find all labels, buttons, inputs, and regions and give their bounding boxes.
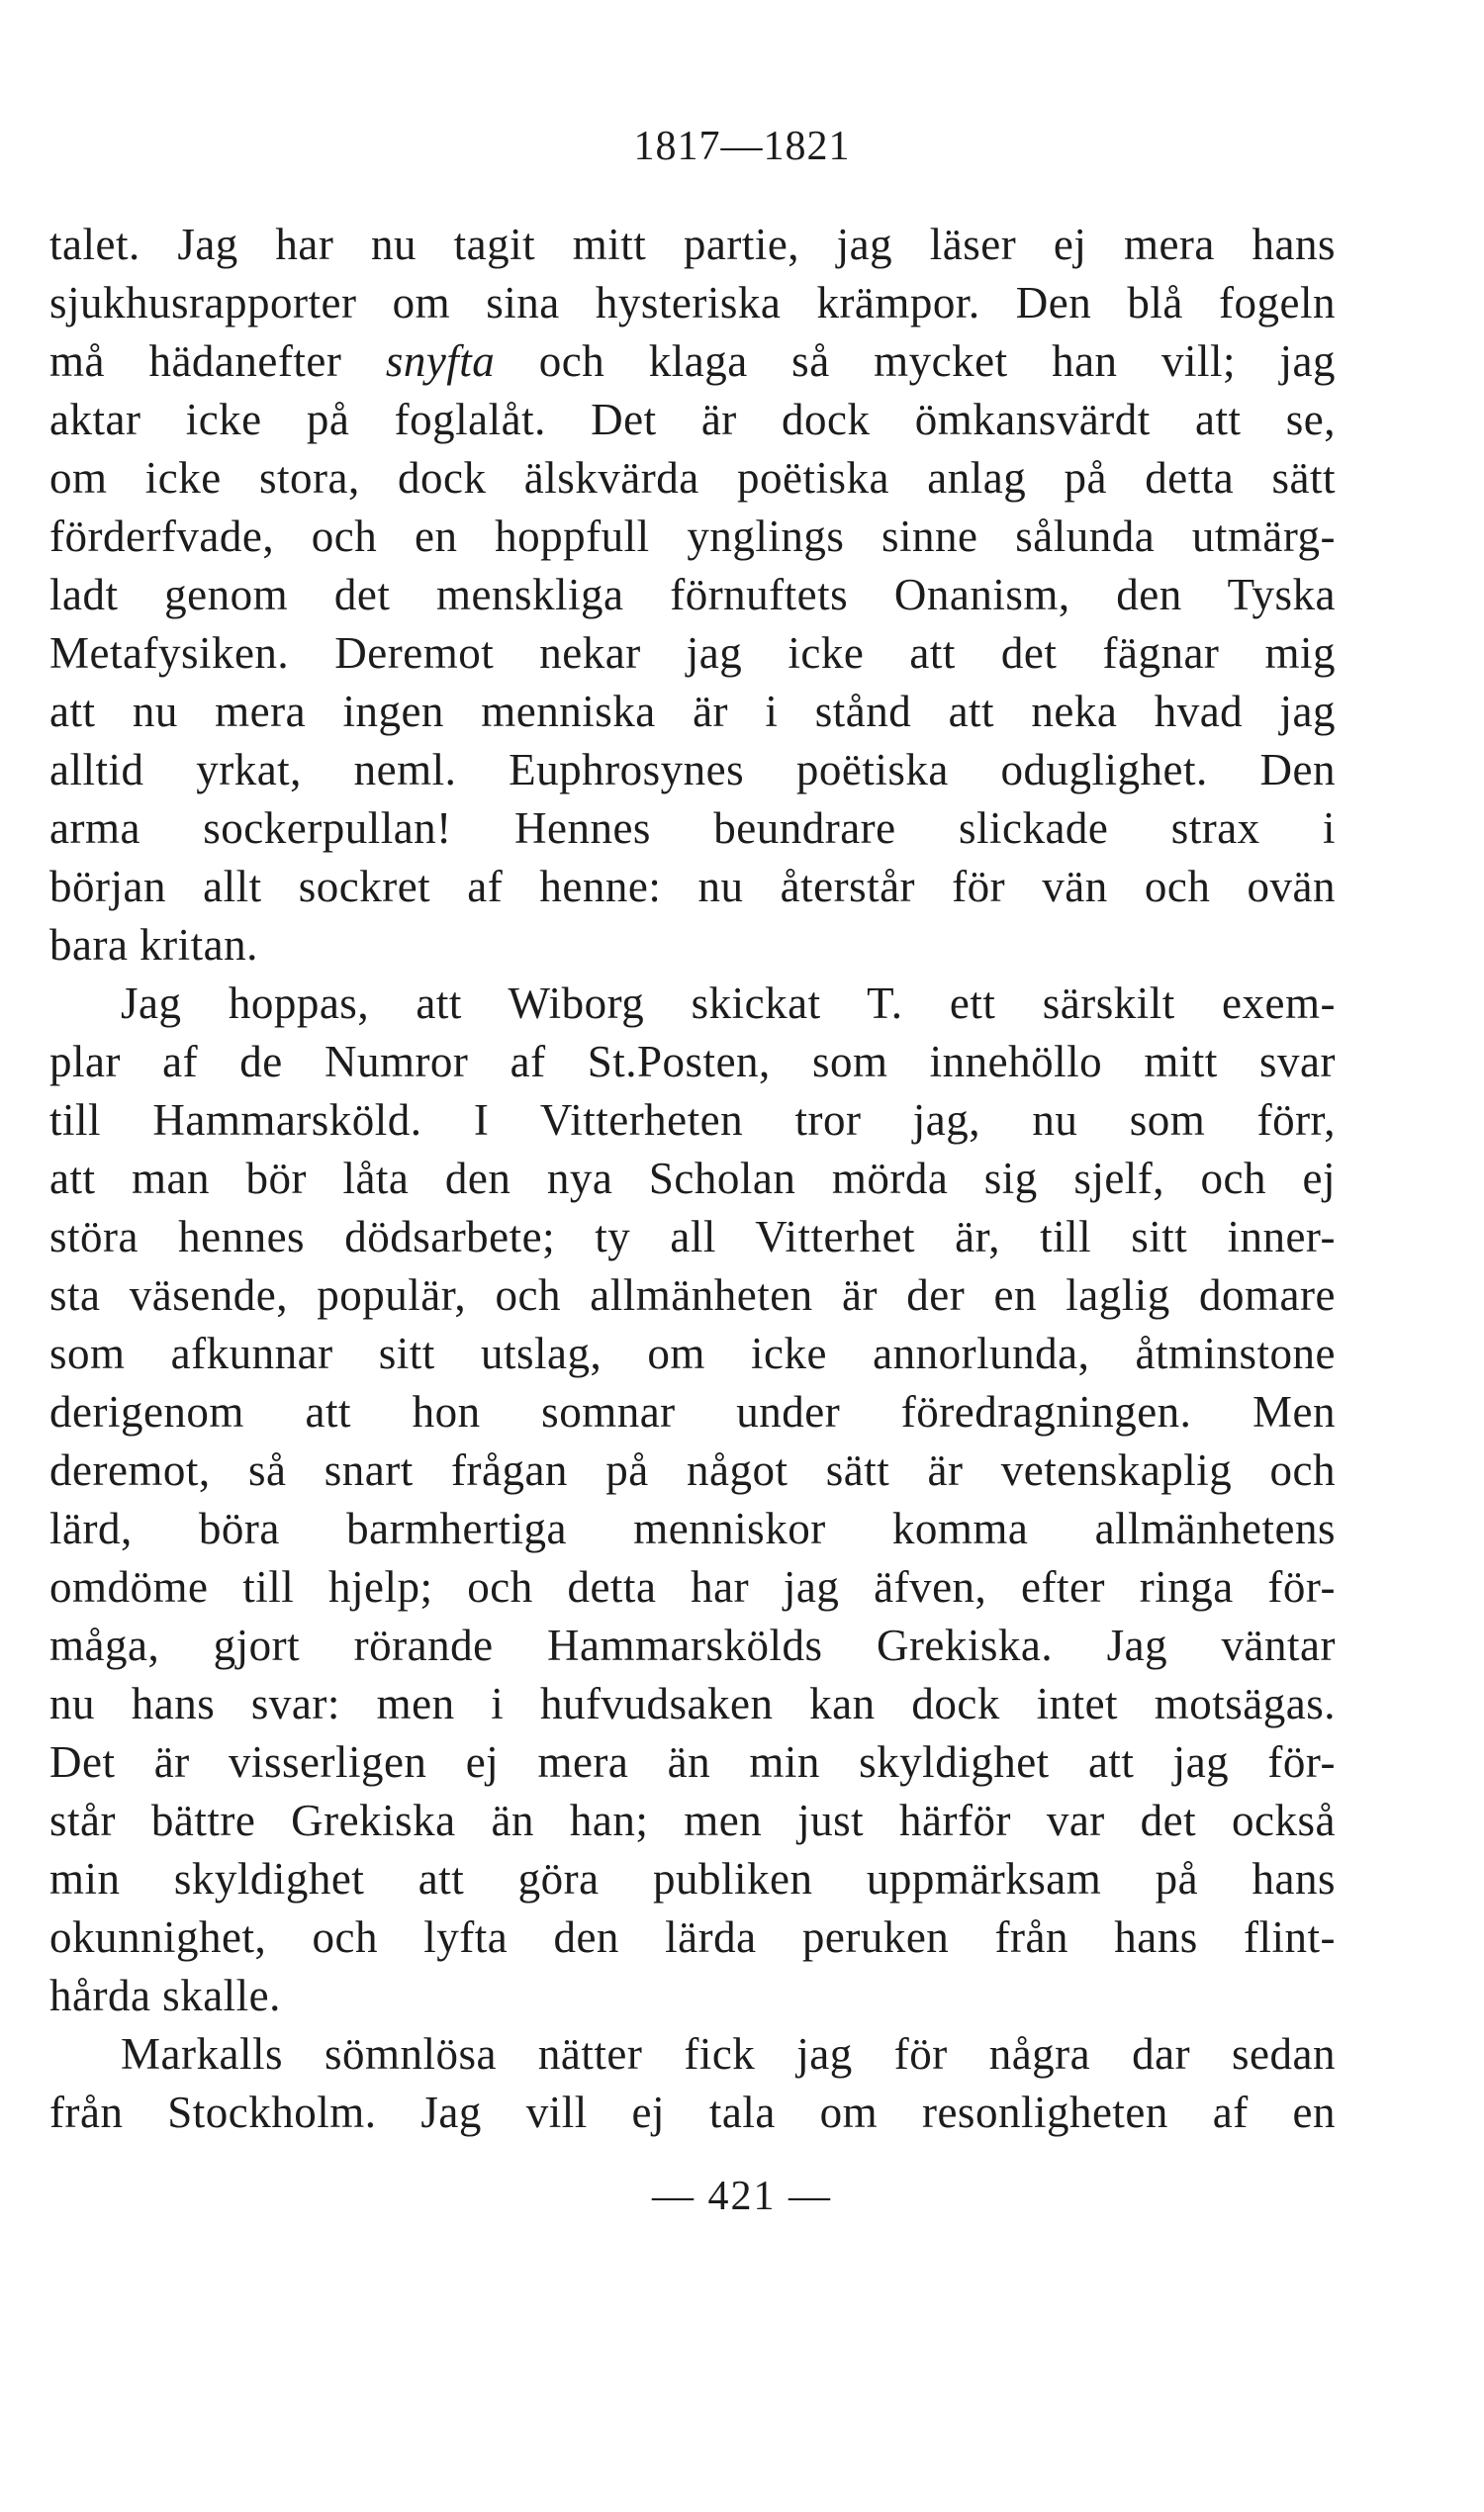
text-line: Det är visserligen ej mera än min skyldighet att jag för- (49, 1737, 1336, 1787)
text-fragment: och klaga så mycket han vill; jag (495, 336, 1336, 386)
text-line: måga, gjort rörande Hammarskölds Grekiska. Jag väntar (49, 1621, 1336, 1670)
text-line: som afkunnar sitt utslag, om icke annorlunda, åtminstone (49, 1329, 1336, 1378)
text-fragment: må hädanefter (49, 336, 386, 386)
italic-word: snyfta (385, 336, 496, 386)
text-line: hårda skalle. (49, 1971, 281, 2020)
text-line: från Stockholm. Jag vill ej tala om resonligheten af en (49, 2088, 1336, 2137)
page-text (49, 216, 1336, 2142)
text-line: att man bör låta den nya Scholan mörda sig sjelf, och ej (49, 1154, 1336, 1203)
text-line: alltid yrkat, neml. Euphrosynes poëtiska oduglighet. Den (49, 745, 1336, 794)
text-line: sjukhusrapporter om sina hysteriska krämpor. Den blå fogeln (49, 278, 1336, 327)
text-line: ladt genom det menskliga förnuftets Onanism, den Tyska (49, 570, 1336, 619)
text-line: störa hennes dödsarbete; ty all Vitterhet är, till sitt inner- (49, 1212, 1336, 1261)
text-line: början allt sockret af henne: nu återstår för vän och ovän (49, 862, 1336, 911)
text-line: deremot, så snart frågan på något sätt är vetenskaplig och (49, 1445, 1336, 1495)
running-head: 1817—1821 (633, 124, 851, 169)
text-line: förderfvade, och en hoppfull ynglings sinne sålunda utmärg- (49, 512, 1336, 561)
text-line: omdöme till hjelp; och detta har jag äfven, efter ringa för- (49, 1562, 1336, 1612)
text-line: Metafysiken. Deremot nekar jag icke att det fägnar mig (49, 628, 1336, 678)
text-line: derigenom att hon somnar under föredragningen. Men (49, 1387, 1336, 1437)
text-line: plar af de Numror af St.Posten, som innehöllo mitt svar (49, 1037, 1336, 1086)
text-line: Jag hoppas, att Wiborg skickat T. ett särskilt exem- (121, 978, 1336, 1028)
text-line: nu hans svar: men i hufvudsaken kan dock intet motsägas. (49, 1679, 1336, 1728)
text-line-with-italic (49, 332, 1336, 391)
text-line: min skyldighet att göra publiken uppmärksam på hans (49, 1854, 1336, 1904)
text-line: talet. Jag har nu tagit mitt partie, jag läser ej mera hans (49, 220, 1336, 269)
text-line: aktar icke på foglalåt. Det är dock ömkansvärdt att se, (49, 395, 1336, 444)
text-line: står bättre Grekiska än han; men just härför var det också (49, 1796, 1336, 1845)
text-line: att nu mera ingen menniska är i stånd att neka hvad jag (49, 687, 1336, 736)
text-line: om icke stora, dock älskvärda poëtiska anlag på detta sätt (49, 453, 1336, 503)
text-line: Markalls sömnlösa nätter fick jag för några dar sedan (121, 2029, 1336, 2079)
text-line: arma sockerpullan! Hennes beundrare slickade strax i (49, 803, 1336, 853)
text-line: lärd, böra barmhertiga menniskor komma allmänhetens (49, 1504, 1336, 1553)
text-line: bara kritan. (49, 920, 258, 970)
text-line: till Hammarsköld. I Vitterheten tror jag, nu som förr, (49, 1095, 1336, 1145)
page-number: — 421 — (652, 2174, 832, 2219)
text-line: okunnighet, och lyfta den lärda peruken från hans flint- (49, 1912, 1336, 1962)
text-line: sta väsende, populär, och allmänheten är der en laglig domare (49, 1270, 1336, 1320)
